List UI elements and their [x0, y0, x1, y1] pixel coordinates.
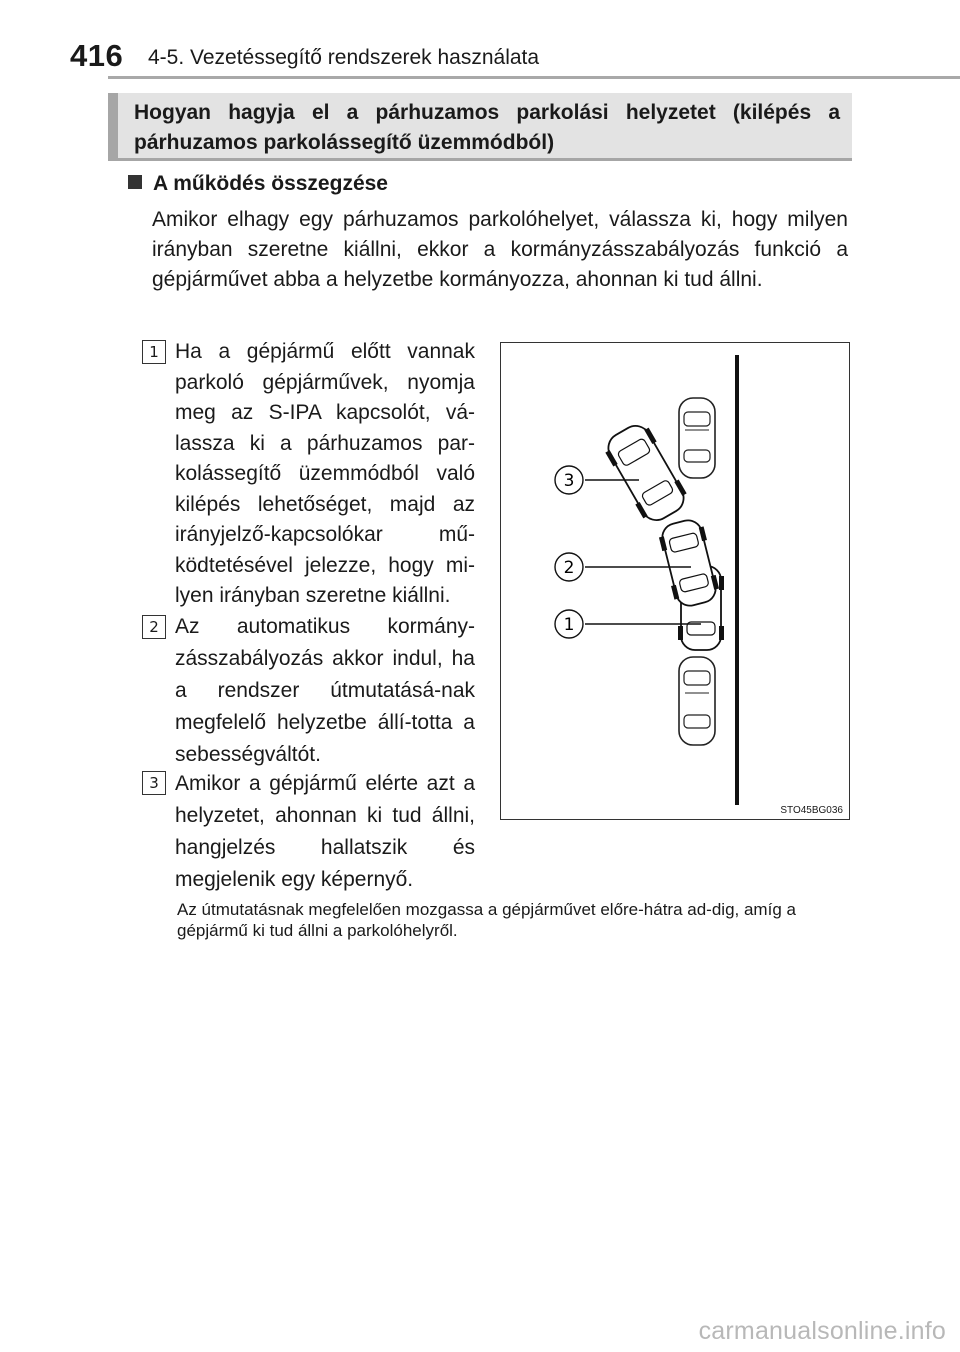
callout-1 [555, 610, 583, 638]
car-position-2 [657, 517, 722, 610]
section-heading-box [108, 93, 852, 161]
callout-1-label: 1 [563, 615, 575, 635]
callout-3 [555, 466, 583, 494]
parking-exit-figure [500, 342, 850, 820]
figure-code: STO45BG036 [780, 805, 843, 816]
watermark: carmanualsonline.info [698, 1317, 946, 1345]
square-bullet-icon [128, 175, 142, 189]
section-title: Hogyan hagyja el a párhuzamos parkolási helyzetet (kilépés a párhuzamos parkolássegítő üzemmódból) [134, 101, 840, 154]
callout-3-label: 3 [563, 471, 575, 491]
note-text: Az útmutatásnak megfelelően mozgassa a gépjárművet előre-hátra ad-dig, amíg a gépjármű ki tud állni a parkolóhelyről. [177, 900, 796, 940]
parked-car-front [679, 398, 715, 478]
callout-2 [555, 553, 583, 581]
summary-paragraph: Amikor elhagy egy párhuzamos parkolóhelyet, válassza ki, hogy milyen irányban szeretne kiállni, ekkor a kormányzásszabályozás funkció a gépjárművet abba a helyzetbe kormányozza, ahonnan ki tud állni. [152, 208, 848, 291]
step-1-text: Ha a gépjármű előtt vannak parkoló gépjárművek, nyomja meg az S-IPA kapcsolót, vá-lassza ki a párhuzamos par-kolássegítő üzemmódból való kilépés lehetőséget, majd az irányjelző-kapcsolókar mű-ködtetésével jelezze, hogy mi-lyen irányban szeretne kiállni. [175, 340, 475, 607]
summary-heading-text: A működés összegzése [153, 172, 388, 195]
step-number-1: 1 [142, 340, 166, 364]
parked-car-rear [679, 657, 715, 745]
step-number-2: 2 [142, 615, 166, 639]
page-number: 416 [70, 38, 124, 73]
car-position-3 [600, 419, 691, 527]
callout-2-label: 2 [563, 558, 575, 578]
step-3-text: Amikor a gépjármű elérte azt a helyzetet, ahonnan ki tud állni, hangjelzés hallatszik és megjelenik egy képernyő. [175, 772, 475, 891]
step-2-text: Az automatikus kormány-zásszabályozás akkor indul, ha a rendszer útmutatásá-nak megfelelő helyzetbe állí-totta a sebességváltót. [175, 615, 475, 766]
step-number-3: 3 [142, 771, 166, 795]
chapter-title: 4-5. Vezetéssegítő rendszerek használata [148, 46, 540, 69]
header-rule [108, 76, 960, 79]
summary-heading [128, 172, 388, 196]
parking-illustration [501, 343, 849, 819]
